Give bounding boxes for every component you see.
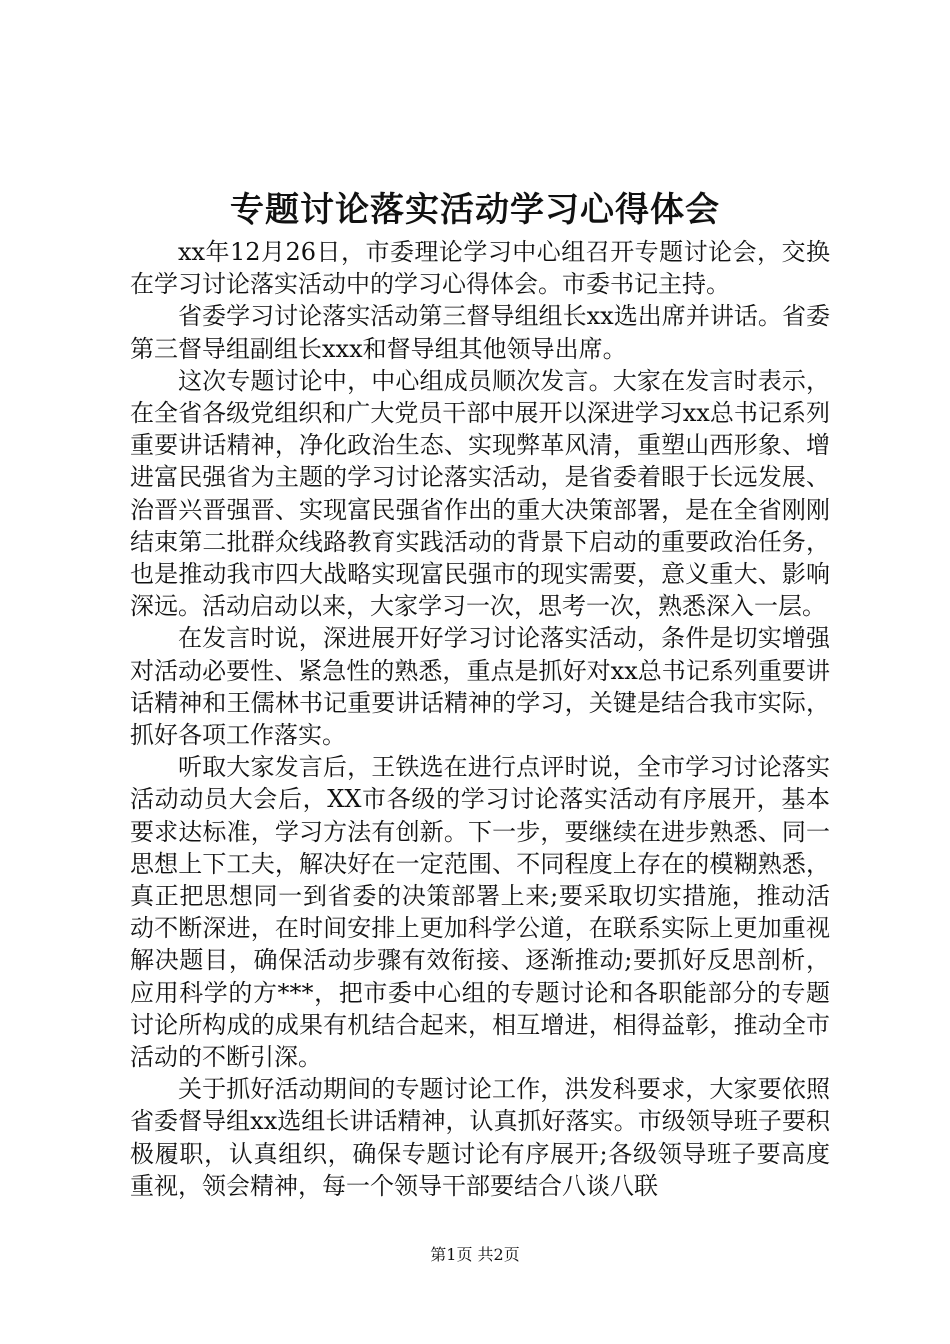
document-body <box>130 236 830 1202</box>
paragraph: 关于抓好活动期间的专题讨论工作，洪发科要求，大家要依照省委督导组xx选组长讲话精神，认真抓好落实。市级领导班子要积极履职，认真组织，确保专题讨论有序展开;各级领导班子要高度重视，领会精神，每一个领导干部要结合八谈八联 <box>130 1075 830 1200</box>
page-footer: 第1页 共2页 <box>430 1245 520 1264</box>
document-title: 专题讨论落实活动学习心得体会 <box>230 190 720 230</box>
paragraph: xx年12月26日，市委理论学习中心组召开专题讨论会，交换在学习讨论落实活动中的学习心得体会。市委书记主持。 <box>130 238 830 299</box>
paragraph: 听取大家发言后，王铁选在进行点评时说，全市学习讨论落实活动动员大会后，XX市各级的学习讨论落实活动有序展开，基本要求达标准，学习方法有创新。下一步，要继续在进步熟悉、同一思想上下工夫，解决好在一定范围、不同程度上存在的模糊熟悉，真正把思想同一到省委的决策部署上来;要采取切实措施，推动活动不断深进，在时间安排上更加科学公道，在联系实际上更加重视解决题目，确保活动步骤有效衔接、逐渐推动;要抓好反思剖析，应用科学的方***，把市委中心组的专题讨论和各职能部分的专题讨论所构成的成果有机结合起来，相互增进，相得益彰，推动全市活动的不断引深。 <box>130 753 830 1072</box>
paragraph: 这次专题讨论中，中心组成员顺次发言。大家在发言时表示，在全省各级党组织和广大党员干部中展开以深进学习xx总书记系列重要讲话精神，净化政治生态、实现弊革风清，重塑山西形象、增进富民强省为主题的学习讨论落实活动，是省委着眼于长远发展、治晋兴晋强晋、实现富民强省作出的重大决策部署，是在全省刚刚结束第二批群众线路教育实践活动的背景下启动的重要政治任务，也是推动我市四大战略实现富民强市的现实需要，意义重大、影响深远。活动启动以来，大家学习一次，思考一次，熟悉深入一层。 <box>130 366 830 621</box>
paragraph: 省委学习讨论落实活动第三督导组组长xx选出席并讲话。省委第三督导组副组长xxx和督导组其他领导出席。 <box>130 302 830 363</box>
paragraph: 在发言时说，深进展开好学习讨论落实活动，条件是切实增强对活动必要性、紧急性的熟悉，重点是抓好对xx总书记系列重要讲话精神和王儒林书记重要讲话精神的学习，关键是结合我市实际，抓好各项工作落实。 <box>130 624 830 750</box>
